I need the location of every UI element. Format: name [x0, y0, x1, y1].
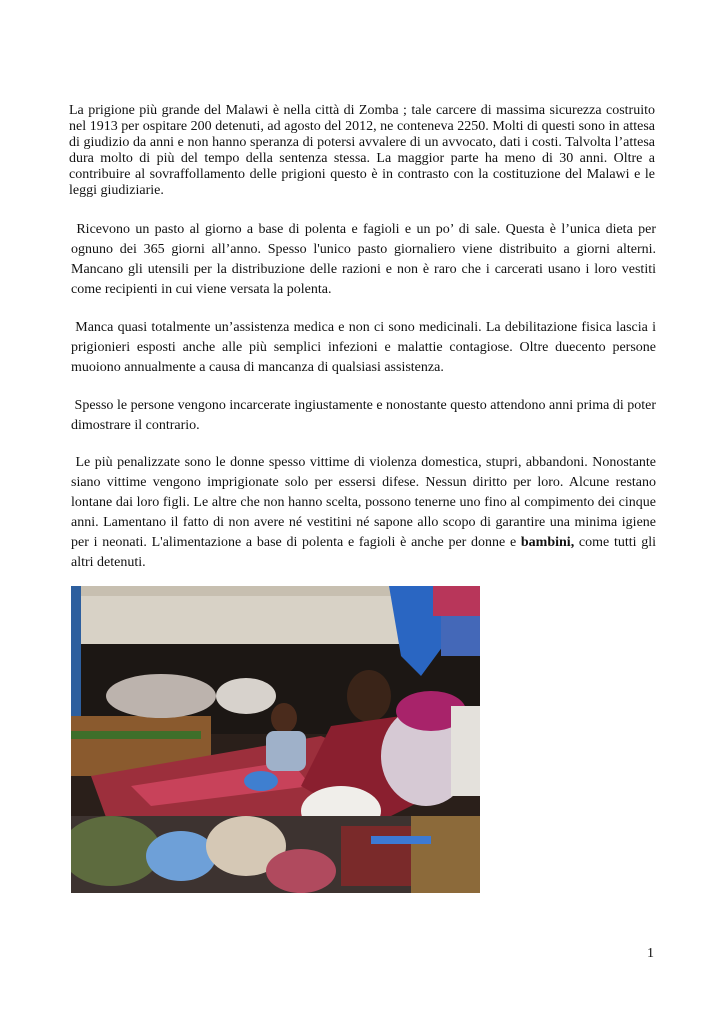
page-number: 1 — [647, 946, 654, 961]
paragraph-medical — [71, 318, 656, 378]
paragraph-prison-overview: La prigione più grande del Malawi è nella città di Zomba ; tale carcere di massima sicurezza costruito nel 1913 per ospitare 200 detenuti, ad agosto del 2012, ne conteneva 2250. Molti di questi sono in attesa di giudizio da anni e non hanno speranza di potersi avvalere di un avvocato, dati i costi. Talvolta l’attesa dura molto di più del tempo della sentenza stessa. La maggior parte ha meno di 30 anni. Oltre a contribuire al sovraffollamento delle prigioni questo è in contrasto con la costituzione del Malawi e le leggi giudiziarie. — [69, 103, 655, 198]
paragraph-women — [71, 453, 656, 573]
paragraph-injustice — [71, 396, 656, 436]
paragraph-food — [71, 220, 656, 300]
paragraph-food-text: Ricevono un pasto al giorno a base di polenta e fagioli e un po’ di sale. Questa è l’unica dieta per ognuno dei 365 giorni all’anno. Spesso l'unico pasto giornaliero viene distribuito a giorni alterni. Mancano gli utensili per la distribuzione delle razioni e non è raro che i carcerati usano i loro vestiti come recipienti in cui viene versata la polenta. — [71, 222, 657, 297]
paragraph-women-text: Le più penalizzate sono le donne spesso vittime di violenza domestica, stupri, abbandoni. Nonostante siano vittime vengono imprigionate solo per essersi difese. Nessun diritto per loro. Alcune restano lontane dai loro figli. Le altre che non hanno scelta, possono tenerne uno fino al compimento dei cinque anni. Lamentano il fatto di non avere né vestitini né sapone allo scopo di garantire una minima igiene per i neonati. L'alimentazione a base di polenta e fagioli è anche per donne e — [71, 455, 657, 550]
paragraph-injustice-text: Spesso le persone vengono incarcerate ingiustamente e nonostante questo attendono anni prima di poter dimostrare il contrario. — [71, 398, 657, 433]
prison-photo — [71, 586, 480, 893]
prison-photo-image — [71, 586, 480, 893]
paragraph-medical-text: Manca quasi totalmente un’assistenza medica e non ci sono medicinali. La debilitazione fisica lascia i prigionieri esposti anche alle più semplici infezioni e malattie contagiose. Oltre duecento persone muoiono annualmente a causa di mancanza di qualsiasi assistenza. — [71, 320, 657, 375]
paragraph-women-bold: bambini, — [520, 535, 575, 550]
paragraph-women-end: come tutti gli altri detenuti. — [71, 535, 657, 570]
